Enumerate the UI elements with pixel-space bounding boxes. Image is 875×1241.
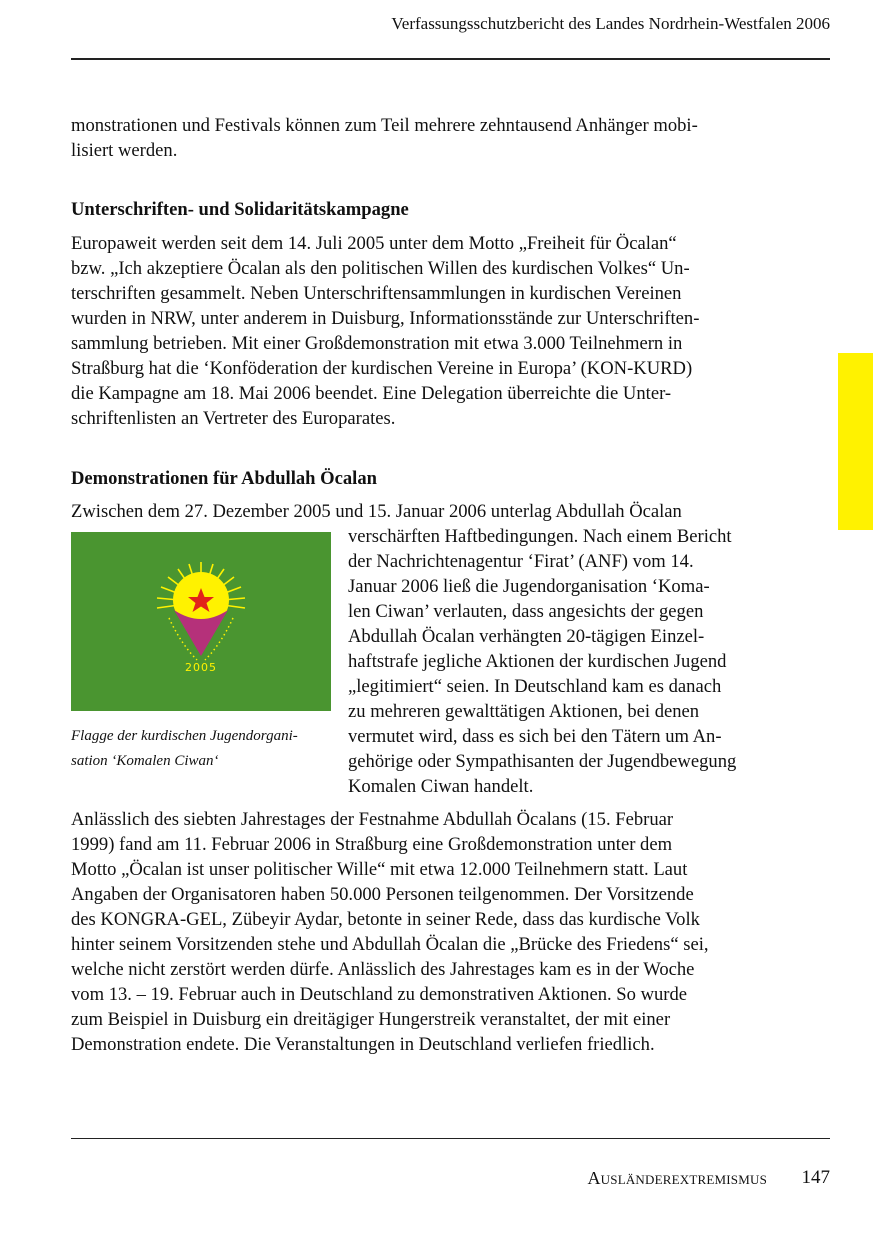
- text-line: zu mehreren gewalttätigen Aktionen, bei denen: [348, 701, 700, 722]
- text-line: gehörige oder Sympathisanten der Jugendbewegung: [348, 751, 737, 772]
- page-number: 147: [801, 1167, 830, 1188]
- text-line: Komalen Ciwan handelt.: [348, 776, 534, 797]
- anniversary-paragraph: [71, 807, 786, 1057]
- text-line: 1999) fand am 11. Februar 2006 in Straßburg eine Großdemonstration unter dem: [71, 834, 673, 855]
- text-line: haftstrafe jegliche Aktionen der kurdischen Jugend: [348, 651, 727, 672]
- text-line: verschärften Haftbedingungen. Nach einem Bericht: [348, 526, 732, 547]
- text-line: lisiert werden.: [71, 140, 178, 161]
- text-line: Straßburg hat die ‘Konföderation der kurdischen Vereine in Europa’ (KON-KURD): [71, 358, 693, 379]
- section-heading-demonstrations: Demonstrationen für Abdullah Öcalan: [71, 468, 377, 489]
- flag-year-label: 2005: [185, 661, 217, 674]
- caption-line: sation ‘Komalen Ciwan‘: [71, 753, 219, 769]
- text-line: wurden in NRW, unter anderem in Duisburg, Informationsstände zur Unterschriften-: [71, 308, 700, 329]
- text-line: die Kampagne am 18. Mai 2006 beendet. Eine Delegation überreichte die Unter-: [71, 383, 672, 404]
- text-line: bzw. „Ich akzeptiere Öcalan als den politischen Willen des kurdischen Volkes“ Un-: [71, 258, 690, 279]
- text-line: monstrationen und Festivals können zum Teil mehrere zehntausend Anhänger mobi-: [71, 115, 698, 136]
- text-line: hinter seinem Vorsitzenden stehe und Abdullah Öcalan die „Brücke des Friedens“ sei,: [71, 934, 709, 955]
- text-line: sammlung betrieben. Mit einer Großdemonstration mit etwa 3.000 Teilnehmern in: [71, 333, 683, 354]
- figure-with-wrapped-text: [71, 524, 786, 797]
- running-header: Verfassungsschutzbericht des Landes Nordrhein-Westfalen 2006: [391, 14, 830, 33]
- header-divider: [71, 58, 830, 60]
- wrapped-paragraph: [348, 524, 788, 799]
- footer-divider: [71, 1138, 830, 1139]
- intro-paragraph: [71, 113, 786, 163]
- campaign-paragraph: [71, 231, 786, 431]
- text-line: der Nachrichtenagentur ‘Firat’ (ANF) vom 14.: [348, 551, 694, 572]
- footer-section-title: Ausländerextremismus: [587, 1168, 767, 1188]
- text-line: Motto „Öcalan ist unser politischer Wille“ mit etwa 12.000 Teilnehmern statt. Laut: [71, 859, 688, 880]
- text-line: Anlässlich des siebten Jahrestages der Festnahme Abdullah Öcalans (15. Februar: [71, 809, 674, 830]
- text-line: „legitimiert“ seien. In Deutschland kam es danach: [348, 676, 722, 697]
- page-body: [71, 113, 786, 1057]
- section-heading-campaign: Unterschriften- und Solidaritätskampagne: [71, 199, 409, 220]
- demonstrations-first-line: Zwischen dem 27. Dezember 2005 und 15. Januar 2006 unterlag Abdullah Öcalan: [71, 501, 682, 522]
- text-line: vom 13. – 19. Februar auch in Deutschland zu demonstrativen Aktionen. So wurde: [71, 984, 688, 1005]
- text-line: len Ciwan’ verlauten, dass angesichts der gegen: [348, 601, 704, 622]
- text-line: Abdullah Öcalan verhängten 20-tägigen Einzel-: [348, 626, 705, 647]
- text-line: Europaweit werden seit dem 14. Juli 2005 unter dem Motto „Freiheit für Öcalan“: [71, 233, 677, 254]
- text-line: welche nicht zerstört werden dürfe. Anlässlich des Jahrestages kam es in der Woche: [71, 959, 695, 980]
- figure-caption: [71, 724, 341, 774]
- text-line: Januar 2006 ließ die Jugendorganisation ‘Koma-: [348, 576, 710, 597]
- text-line: vermutet wird, dass es sich bei den Tätern um An-: [348, 726, 722, 747]
- text-line: schriftenlisten an Vertreter des Europarates.: [71, 408, 396, 429]
- flag-image: [71, 532, 331, 711]
- text-line: zum Beispiel in Duisburg ein dreitägiger Hungerstreik veranstaltet, der mit einer: [71, 1009, 671, 1030]
- chapter-marker-tab: [838, 353, 873, 530]
- caption-line: Flagge der kurdischen Jugendorgani-: [71, 728, 298, 744]
- text-line: des KONGRA-GEL, Zübeyir Aydar, betonte in seiner Rede, dass das kurdische Volk: [71, 909, 700, 930]
- text-line: Angaben der Organisatoren haben 50.000 Personen teilgenommen. Der Vorsitzende: [71, 884, 694, 905]
- text-line: terschriften gesammelt. Neben Unterschriftensammlungen in kurdischen Vereinen: [71, 283, 682, 304]
- komalen-ciwan-flag: [71, 532, 331, 711]
- text-line: Demonstration endete. Die Veranstaltungen in Deutschland verliefen friedlich.: [71, 1034, 655, 1055]
